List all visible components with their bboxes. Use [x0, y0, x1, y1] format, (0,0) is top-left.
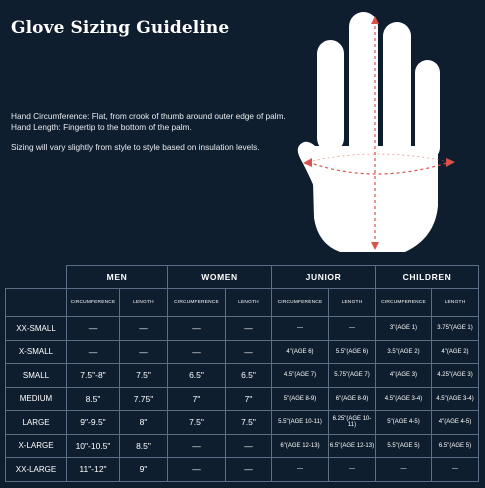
- subheader-row: [6, 289, 479, 317]
- table-cell: 7.75": [120, 387, 168, 411]
- subheader-women-circumference: CIRCUMFERENCE: [168, 289, 226, 317]
- table-cell: 5.75"(AGE 7): [329, 364, 376, 388]
- table-cell: 3.75"(AGE 1): [432, 317, 479, 341]
- table-row: [6, 340, 479, 364]
- table-cell: —: [168, 340, 226, 364]
- subheader-women-length: LENGTH: [226, 289, 272, 317]
- table-row: [6, 364, 479, 388]
- table-cell: 5.5"(AGE 5): [376, 434, 432, 458]
- length-description: Hand Length: Fingertip to the bottom of the palm.: [11, 122, 192, 132]
- measurement-description: [11, 111, 286, 153]
- table-cell: —: [226, 340, 272, 364]
- size-label: LARGE: [6, 411, 67, 435]
- table-cell: —: [272, 317, 329, 341]
- table-cell: 8.5": [67, 387, 120, 411]
- hand-icon: [298, 12, 440, 252]
- table-cell: 6.25"(AGE 10-11): [329, 411, 376, 435]
- table-cell: 7": [168, 387, 226, 411]
- table-cell: 4.5"(AGE 3-4): [376, 387, 432, 411]
- group-header-junior: JUNIOR: [272, 266, 376, 289]
- table-cell: 6.5"(AGE 5): [432, 434, 479, 458]
- group-header-men: MEN: [67, 266, 168, 289]
- table-cell: 7.5": [120, 364, 168, 388]
- page-title: Glove Sizing Guideline: [11, 18, 230, 38]
- table-cell: 5.5"(AGE 6): [329, 340, 376, 364]
- table-cell: 9": [120, 458, 168, 482]
- table-cell: 8.5": [120, 434, 168, 458]
- table-cell: —: [168, 458, 226, 482]
- table-cell: 5"(AGE 8-9): [272, 387, 329, 411]
- table-cell: —: [226, 434, 272, 458]
- corner-cell-sub: [6, 289, 67, 317]
- table-row: [6, 387, 479, 411]
- size-label: XX-LARGE: [6, 458, 67, 482]
- circumference-arrow-right: [446, 158, 455, 167]
- table-cell: —: [376, 458, 432, 482]
- table-cell: 4.5"(AGE 3-4): [432, 387, 479, 411]
- table-cell: 4.5"(AGE 7): [272, 364, 329, 388]
- table-cell: 7": [226, 387, 272, 411]
- table-cell: —: [120, 317, 168, 341]
- subheader-children-length: LENGTH: [432, 289, 479, 317]
- group-header-row: [6, 266, 479, 289]
- table-cell: —: [67, 340, 120, 364]
- table-cell: 6.5": [168, 364, 226, 388]
- size-label: MEDIUM: [6, 387, 67, 411]
- table-cell: 5.5"(AGE 10-11): [272, 411, 329, 435]
- table-cell: 4"(AGE 6): [272, 340, 329, 364]
- table-cell: 5"(AGE 4-5): [376, 411, 432, 435]
- subheader-junior-circumference: CIRCUMFERENCE: [272, 289, 329, 317]
- size-chart-table: [5, 265, 479, 482]
- table-cell: 8": [120, 411, 168, 435]
- table-cell: 4"(AGE 2): [432, 340, 479, 364]
- size-label: XX-SMALL: [6, 317, 67, 341]
- table-cell: 3.5"(AGE 2): [376, 340, 432, 364]
- table-cell: 10"-10.5": [67, 434, 120, 458]
- table-cell: 4.25"(AGE 3): [432, 364, 479, 388]
- table-cell: 4"(AGE 4-5): [432, 411, 479, 435]
- table-cell: 7.5"-8": [67, 364, 120, 388]
- table-cell: —: [272, 458, 329, 482]
- table-row: [6, 411, 479, 435]
- insulation-note: Sizing will vary slightly from style to style based on insulation levels.: [11, 142, 260, 152]
- table-cell: —: [67, 317, 120, 341]
- size-label: SMALL: [6, 364, 67, 388]
- table-cell: —: [168, 434, 226, 458]
- hand-diagram: [290, 6, 460, 256]
- table-row: [6, 317, 479, 341]
- size-label: X-LARGE: [6, 434, 67, 458]
- subheader-junior-length: LENGTH: [329, 289, 376, 317]
- table-cell: 6.5"(AGE 12-13): [329, 434, 376, 458]
- table-row: [6, 434, 479, 458]
- circumference-description: Hand Circumference: Flat, from crook of thumb around outer edge of palm.: [11, 111, 286, 121]
- table-row: [6, 458, 479, 482]
- table-cell: 6"(AGE 12-13): [272, 434, 329, 458]
- size-label: X-SMALL: [6, 340, 67, 364]
- table-cell: 6"(AGE 8-9): [329, 387, 376, 411]
- table-cell: 3"(AGE 1): [376, 317, 432, 341]
- table-cell: —: [226, 317, 272, 341]
- table-cell: —: [226, 458, 272, 482]
- subheader-men-circumference: CIRCUMFERENCE: [67, 289, 120, 317]
- size-rows: [6, 317, 479, 482]
- subheader-children-circumference: CIRCUMFERENCE: [376, 289, 432, 317]
- corner-cell: [6, 266, 67, 289]
- subheader-men-length: LENGTH: [120, 289, 168, 317]
- table-cell: —: [329, 317, 376, 341]
- table-cell: —: [329, 458, 376, 482]
- table-cell: —: [432, 458, 479, 482]
- table-cell: 7.5": [226, 411, 272, 435]
- table-cell: —: [120, 340, 168, 364]
- group-header-children: CHILDREN: [376, 266, 479, 289]
- table-cell: 11"-12": [67, 458, 120, 482]
- table-cell: 9"-9.5": [67, 411, 120, 435]
- table-cell: —: [168, 317, 226, 341]
- table-cell: 6.5": [226, 364, 272, 388]
- table-cell: 7.5": [168, 411, 226, 435]
- group-header-women: WOMEN: [168, 266, 272, 289]
- table-cell: 4"(AGE 3): [376, 364, 432, 388]
